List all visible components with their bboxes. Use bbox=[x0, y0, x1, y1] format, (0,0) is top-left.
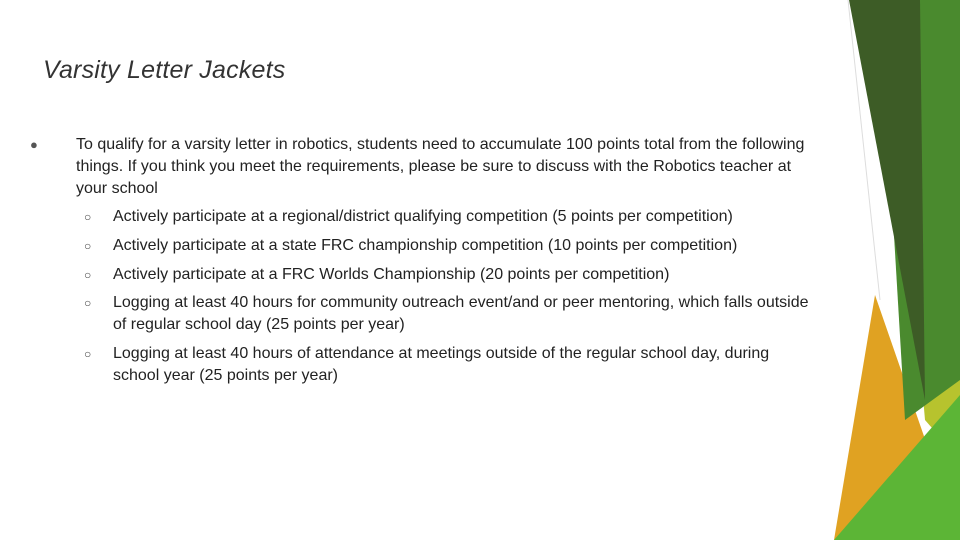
sub-bullet-item bbox=[84, 343, 810, 387]
sub-bullet-item bbox=[84, 292, 810, 336]
filled-circle-bullet-icon: ● bbox=[30, 137, 38, 152]
slide-title: Varsity Letter Jackets bbox=[43, 56, 286, 84]
sub-bullet-text: Actively participate at a FRC Worlds Championship (20 points per competition) bbox=[113, 266, 670, 283]
hollow-circle-bullet-icon: ○ bbox=[84, 347, 92, 361]
main-bullet-text: To qualify for a varsity letter in robotics, students need to accumulate 100 points total from the following things. If you think you meet the requirements, please be sure to discuss with the Robotics teacher at your school bbox=[76, 136, 805, 197]
sub-bullet-item bbox=[84, 206, 810, 228]
main-bullet bbox=[30, 134, 810, 200]
hollow-circle-bullet-icon: ○ bbox=[84, 210, 92, 224]
sub-bullet-item bbox=[84, 264, 810, 286]
sub-bullet-text: Actively participate at a regional/district qualifying competition (5 points per competition) bbox=[113, 208, 733, 225]
sub-bullet-item bbox=[84, 235, 810, 257]
sub-bullet-list bbox=[30, 206, 810, 387]
hollow-circle-bullet-icon: ○ bbox=[84, 268, 92, 282]
hollow-circle-bullet-icon: ○ bbox=[84, 239, 92, 253]
hollow-circle-bullet-icon: ○ bbox=[84, 296, 92, 310]
sub-bullet-text: Logging at least 40 hours for community outreach event/and or peer mentoring, which falls outside of regular school day (25 points per year) bbox=[113, 294, 809, 333]
sub-bullet-text: Logging at least 40 hours of attendance at meetings outside of the regular school day, during school year (25 points per year) bbox=[113, 345, 770, 384]
sub-bullet-text: Actively participate at a state FRC championship competition (10 points per competition) bbox=[113, 237, 738, 254]
bullet-content bbox=[30, 134, 810, 394]
